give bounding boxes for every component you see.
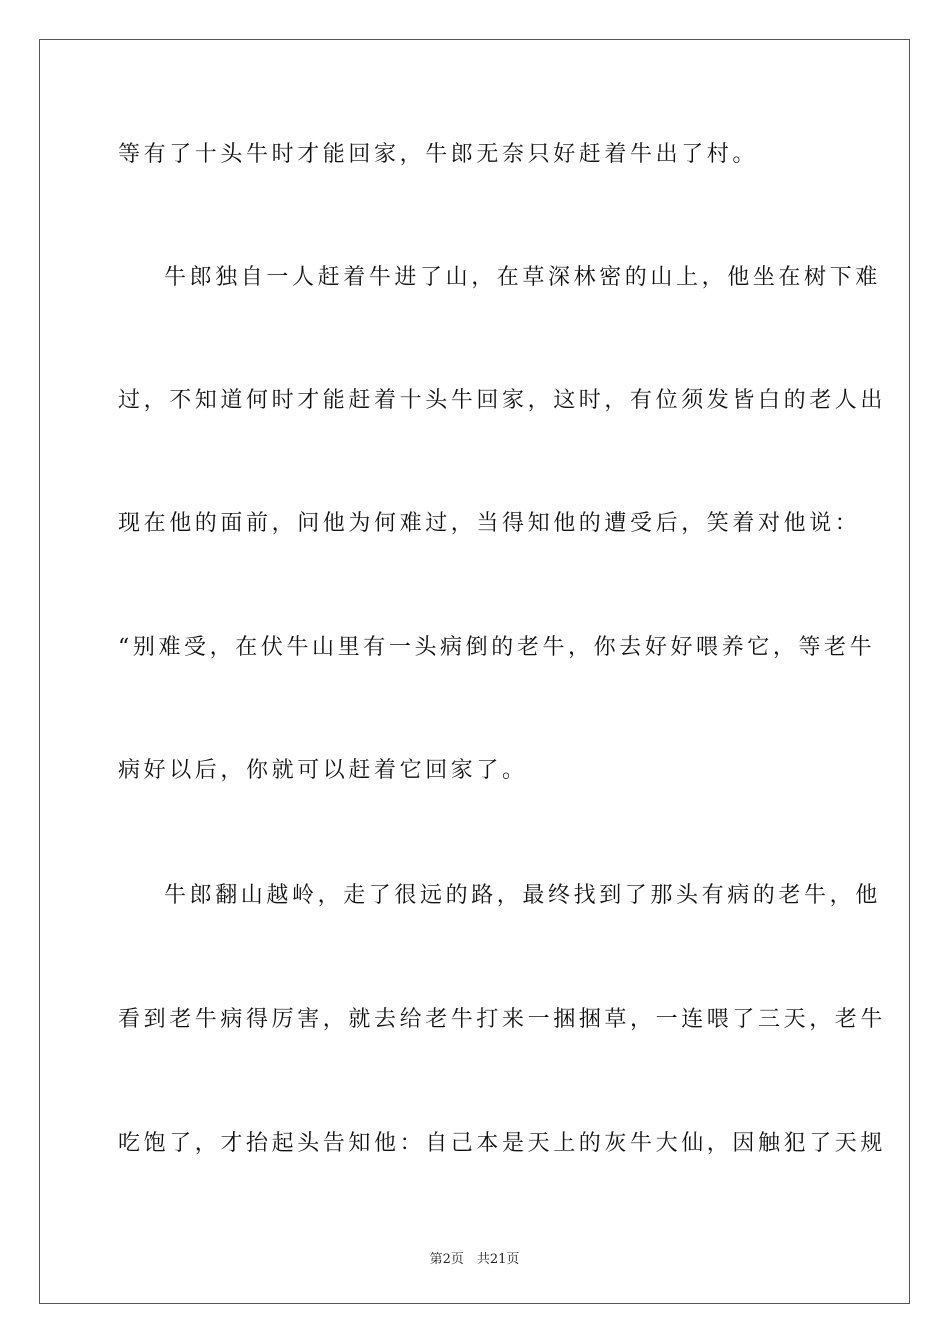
page-number-footer: 第2页 共21页 (429, 1252, 520, 1267)
text-line-6: 病好以后，你就可以赶着它回家了。 (118, 758, 528, 783)
text-line-4: 现在他的面前，问他为何难过，当得知他的遭受后，笑着对他说： (118, 511, 861, 536)
text-line-9: 吃饱了，才抬起头告知他：自己本是天上的灰牛大仙，因触犯了天规 (118, 1131, 887, 1156)
text-line-3: 过，不知道何时才能赶着十头牛回家，这时，有位须发皆白的老人出 (118, 388, 887, 413)
text-line-8: 看到老牛病得厉害，就去给老牛打来一捆捆草，一连喂了三天，老牛 (118, 1007, 887, 1032)
document-page (39, 39, 910, 1304)
text-line-1: 等有了十头牛时才能回家，牛郎无奈只好赶着牛出了村。 (118, 142, 759, 167)
text-line-5: “别难受，在伏牛山里有一头病倒的老牛，你去好好喂养它，等老牛 (118, 635, 876, 660)
text-line-2: 牛郎独自一人赶着牛进了山，在草深林密的山上，他坐在树下难 (164, 265, 881, 290)
text-line-7: 牛郎翻山越岭，走了很远的路，最终找到了那头有病的老牛，他 (164, 883, 881, 908)
